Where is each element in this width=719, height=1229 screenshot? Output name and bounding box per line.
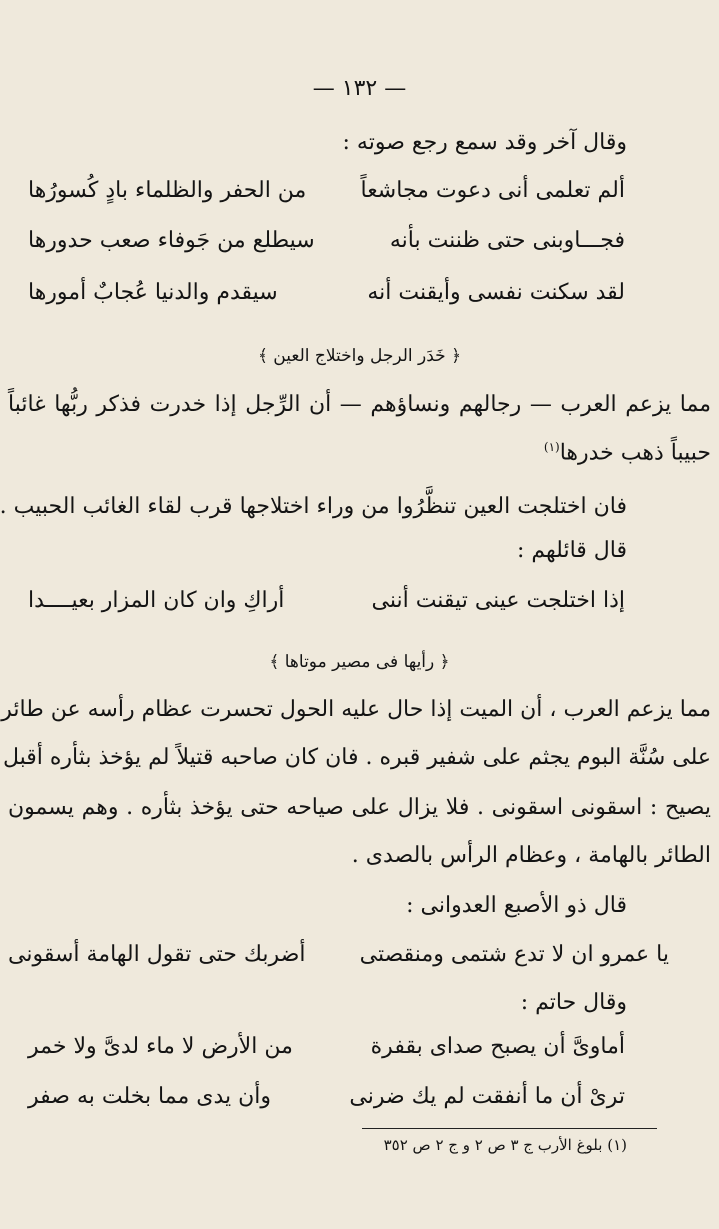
paragraph-line: على سُنَّة البوم يجثم على شفير قبره . فان كان صاحبه قتيلاً لم يؤخذ بثأره أقبل xyxy=(2,745,711,770)
verse-line xyxy=(28,228,625,268)
paragraph-line: مما يزعم العرب — رجالهم ونساؤهم — أن الرِّجل إذا خدرت فذكر ربُّها غائباً xyxy=(8,392,711,417)
verse-first-hemistich: أماوىَّ أن يصبح صداى بقفرة xyxy=(370,1034,625,1059)
verse-second-hemistich: سيقدم والدنيا عُجابٌ أمورها xyxy=(28,280,278,305)
verse-first-hemistich: يا عمرو ان لا تدع شتمى ومنقصتى xyxy=(359,942,669,967)
verse-first-hemistich: ترىْ أن ما أنفقت لم يك ضرنى xyxy=(349,1084,625,1109)
verse-line xyxy=(28,588,625,628)
verse-first-hemistich: لقد سكنت نفسى وأيقنت أنه xyxy=(367,280,625,305)
verse-second-hemistich: وأن يدى مما بخلت به صفر xyxy=(28,1084,272,1109)
footnote-divider xyxy=(362,1128,657,1129)
verse-line xyxy=(28,1034,625,1074)
verse-line xyxy=(28,1084,625,1124)
verse-second-hemistich: من الأرض لا ماء لدىَّ ولا خمر xyxy=(28,1034,293,1059)
footnote-marker: (١) xyxy=(543,440,560,454)
verse-line xyxy=(28,280,625,320)
paragraph-line: فان اختلجت العين تنظَّرُوا من وراء اختلاجها قرب لقاء الغائب الحبيب . xyxy=(0,494,627,519)
paragraph-text: حبيباً ذهب خدرها xyxy=(559,440,711,466)
poem-intro: وقال حاتم : xyxy=(520,990,627,1015)
paragraph-line: الطائر بالهامة ، وعظام الرأس بالصدى . xyxy=(351,843,711,868)
poem-intro: وقال آخر وقد سمع رجع صوته : xyxy=(342,130,627,155)
verse-second-hemistich: أضربك حتى تقول الهامة أسقونى xyxy=(8,942,306,967)
poem-intro: قال قائلهم : xyxy=(516,538,627,563)
page-number: — ١٣٢ — xyxy=(312,76,407,101)
verse-first-hemistich: إذا اختلجت عينى تيقنت أننى xyxy=(371,588,625,613)
verse-second-hemistich: سيطلع من جَوفاء صعب حدورها xyxy=(28,228,315,253)
verse-first-hemistich: فجـــاوبنى حتى ظننت بأنه xyxy=(389,228,625,253)
verse-second-hemistich: أراكِ وان كان المزار بعيــــدا xyxy=(28,588,285,613)
verse-line xyxy=(28,178,625,218)
verse-line xyxy=(8,942,669,982)
section-heading: ﴿ خَدَر الرجل واختلاج العين ﴾ xyxy=(257,346,462,366)
verse-first-hemistich: ألم تعلمى أنى دعوت مجاشعاً xyxy=(360,178,625,203)
paragraph-line xyxy=(544,440,711,467)
paragraph-line: مما يزعم العرب ، أن الميت إذا حال عليه الحول تحسرت عظام رأسه عن طائر xyxy=(1,697,711,722)
verse-second-hemistich: من الحفر والظلماء بادٍ كُسورُها xyxy=(28,178,307,203)
paragraph-line: يصيح : اسقونى اسقونى . فلا يزال على صياحه حتى يؤخذ بثأره . وهم يسمون xyxy=(8,795,711,820)
poem-intro: قال ذو الأصبع العدوانى : xyxy=(406,893,627,918)
section-heading: ﴿ رأيها فى مصير موتاها ﴾ xyxy=(269,652,450,672)
footnote: (١) بلوغ الأرب ج ٣ ص ٢ و ج ٢ ص ٣٥٢ xyxy=(383,1136,627,1154)
